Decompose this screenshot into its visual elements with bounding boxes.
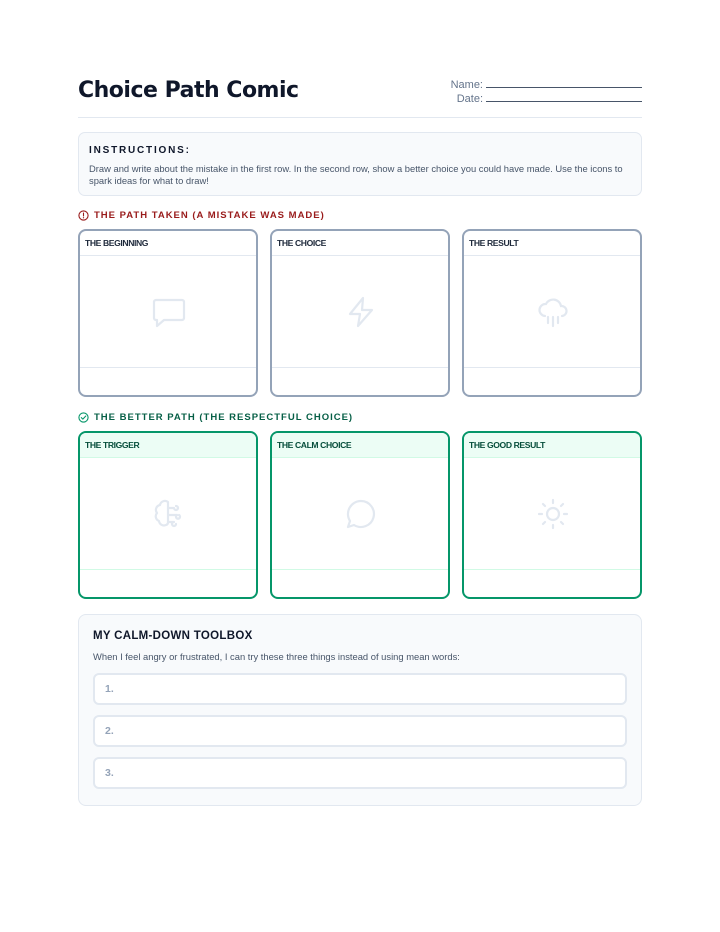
brain-icon xyxy=(152,497,186,531)
name-row xyxy=(451,78,642,92)
lightning-icon xyxy=(344,295,378,329)
toolbox-answer-3[interactable]: 3. xyxy=(93,757,627,789)
mistake-section-title: THE PATH TAKEN (A MISTAKE WAS MADE) xyxy=(94,210,325,221)
alert-circle-icon xyxy=(78,210,89,221)
page-title: Choice Path Comic xyxy=(78,78,299,103)
better-row xyxy=(78,431,642,599)
toolbox-prompt: When I feel angry or frustrated, I can try these three things instead of using mean words: xyxy=(93,651,460,662)
panel-caption-area[interactable] xyxy=(272,569,448,597)
comic-panel-good-result[interactable] xyxy=(462,431,642,599)
rain-cloud-icon xyxy=(536,295,570,329)
name-blank[interactable] xyxy=(486,79,642,88)
better-section-label xyxy=(78,412,353,423)
toolbox-heading: MY CALM-DOWN TOOLBOX xyxy=(93,630,253,642)
toolbox-answer-2[interactable]: 2. xyxy=(93,715,627,747)
chat-bubble-icon xyxy=(344,497,378,531)
date-blank[interactable] xyxy=(486,93,642,102)
panel-title: THE BEGINNING xyxy=(80,231,256,256)
comic-panel-calm-choice[interactable] xyxy=(270,431,450,599)
student-info xyxy=(451,78,642,106)
instructions-text: Draw and write about the mistake in the first row. In the second row, show a better choice you could have made. Use the icons to spark ideas for what to draw! xyxy=(89,163,623,186)
instructions-box xyxy=(78,132,642,196)
panel-caption-area[interactable] xyxy=(80,569,256,597)
panel-title: THE RESULT xyxy=(464,231,640,256)
panel-title: THE TRIGGER xyxy=(80,433,256,458)
panel-caption-area[interactable] xyxy=(464,367,640,395)
name-label: Name: xyxy=(450,79,483,91)
comic-panel-choice[interactable] xyxy=(270,229,450,397)
worksheet-header xyxy=(78,76,642,118)
mistake-section-label xyxy=(78,210,325,221)
panel-title: THE CALM CHOICE xyxy=(272,433,448,458)
mistake-row xyxy=(78,229,642,397)
comic-panel-beginning[interactable] xyxy=(78,229,258,397)
instructions-heading: INSTRUCTIONS: xyxy=(89,145,191,156)
panel-title: THE CHOICE xyxy=(272,231,448,256)
comic-panel-result[interactable] xyxy=(462,229,642,397)
panel-caption-area[interactable] xyxy=(80,367,256,395)
panel-caption-area[interactable] xyxy=(272,367,448,395)
toolbox-answer-1[interactable]: 1. xyxy=(93,673,627,705)
comic-panel-trigger[interactable] xyxy=(78,431,258,599)
better-section-title: THE BETTER PATH (THE RESPECTFUL CHOICE) xyxy=(94,412,354,423)
date-row xyxy=(451,92,642,106)
speech-bubble-icon xyxy=(152,295,186,329)
calm-down-toolbox xyxy=(78,614,642,806)
panel-title: THE GOOD RESULT xyxy=(464,433,640,458)
date-label: Date: xyxy=(456,93,483,105)
sun-icon xyxy=(536,497,570,531)
check-circle-icon xyxy=(78,412,89,423)
panel-caption-area[interactable] xyxy=(464,569,640,597)
